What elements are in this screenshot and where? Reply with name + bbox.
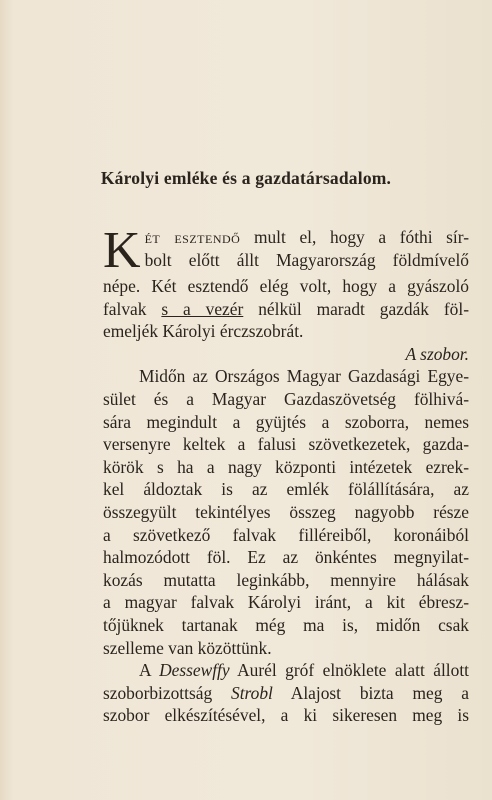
- text-line: kozás mutatta leginkább, mennyire hálásak: [103, 569, 469, 590]
- person-name: Strobl: [231, 682, 273, 703]
- text-line: a magyar falvak Károlyi iránt, a kit ébresz-: [103, 592, 469, 613]
- text-line: körök s ha a nagy központi intézetek ezrek-: [103, 456, 469, 477]
- text-span: mult el, hogy a fóthi sír-: [240, 227, 469, 247]
- text-line: szelleme van közöttünk.: [103, 637, 272, 658]
- text-line: bolt előtt állt Magyarország földmívelő: [144, 249, 469, 270]
- text-line: [103, 682, 469, 705]
- text-line: [103, 659, 469, 682]
- paragraph-2: [103, 365, 469, 659]
- text-line: szobor elkészítésével, a ki sikeresen meg is: [103, 705, 469, 726]
- underlined-words: s a vezér: [161, 298, 244, 319]
- text-line: versenyre keltek a falusi szövetkezetek, gazda-: [103, 434, 469, 455]
- text-line: [103, 298, 469, 321]
- text-line: népe. Két esztendő elég volt, hogy a gyászoló: [103, 276, 469, 296]
- text-line: [103, 226, 469, 249]
- text-line: sület és a Magyar Gazdaszövetség fölhivá-: [103, 388, 469, 409]
- text-span: falvak: [103, 298, 162, 319]
- text-line: összegyült tekintélyes összeg nagyobb része: [103, 501, 469, 522]
- chapter-title: Károlyi emléke és a gazdatársadalom.: [100, 168, 392, 188]
- text-line: sára megindult a gyüjtés a szoborra, nemes: [103, 411, 469, 432]
- paragraph-1: [103, 222, 469, 343]
- text-line: halmozódott föl. Ez az önkéntes megnyilat-: [103, 547, 469, 568]
- text-span: Alajost bizta meg a: [272, 682, 469, 703]
- text-span: szoborbizottság: [103, 682, 231, 703]
- body-text: [103, 222, 469, 727]
- text-line: kel áldoztak is az emlék fölállítására, az: [103, 479, 469, 500]
- text-line: emeljék Károlyi érczszobrát.: [103, 321, 304, 342]
- text-line: tőjüknek tartanak még ma is, midőn csak: [103, 614, 469, 635]
- text-line: a szövetkező falvak filléreiből, koronáiból: [103, 524, 469, 545]
- paragraph-3: [103, 659, 469, 727]
- text-line: Midőn az Országos Magyar Gazdasági Egye-: [139, 366, 469, 387]
- text-span: A: [139, 660, 160, 681]
- small-caps-words: ét esztendő: [144, 227, 241, 247]
- drop-cap: K: [103, 222, 141, 279]
- section-subheading: A szobor.: [405, 343, 469, 364]
- person-name: Dessewffy: [159, 660, 230, 681]
- text-span: Aurél gróf elnöklete alatt állott: [229, 660, 469, 681]
- text-span: nélkül maradt gazdák föl-: [243, 298, 469, 319]
